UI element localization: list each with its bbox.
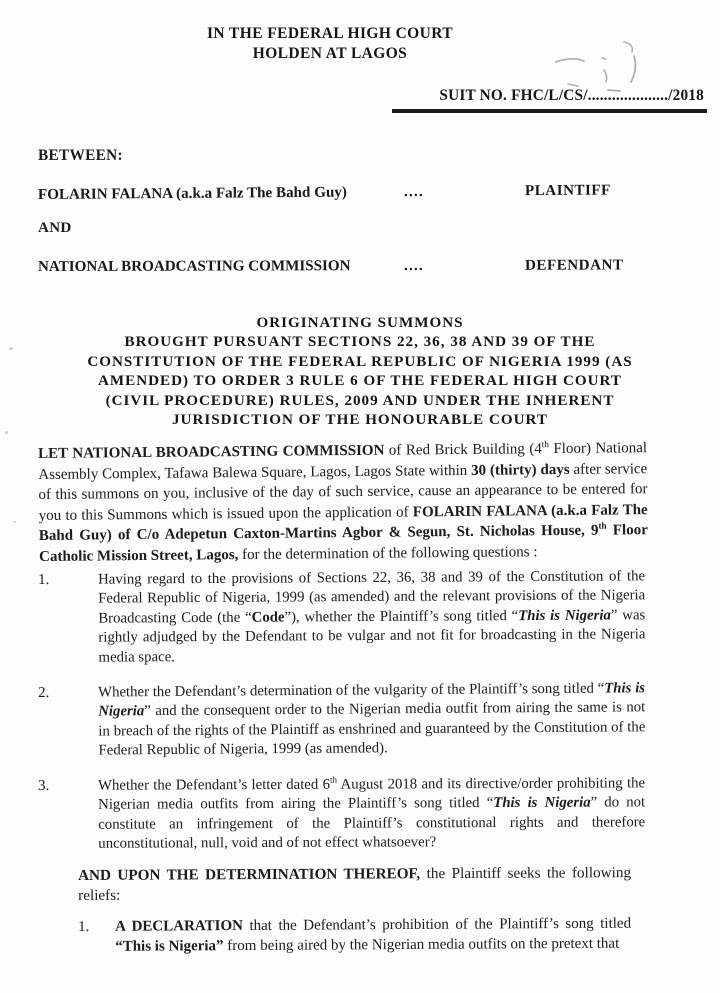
suit-number: SUIT NO. FHC/L/CS/..................../2018 [392,87,707,113]
scan-speck [13,521,16,523]
text-segment: This is Nigeria [98,680,646,720]
text-segment: Floor Catholic Mission Street, Lagos, [39,522,648,565]
relief-number: 1. [78,918,90,935]
text-segment: Having regard to the provisions of Sections 22, 36, 38 and 39 of the Constitution of the Federal Republic of Nigeria, 1999 (as amended) and the relevant provisions of the Nigeria Broadcasting Code (the “ [98,568,646,627]
court-heading-line2: HOLDEN AT LAGOS [252,45,408,62]
plaintiff-name: FOLARIN FALANA (a.k.a Falz The Bahd Guy) [37,184,347,203]
defendant-row [38,257,645,276]
question-text [98,567,646,667]
and-conjunction: AND [38,220,72,236]
text-segment: FOLARIN FALANA (a.k.a Falz The Bahd Guy) of C/o Adepetun Caxton-Martins Agbor & Segun, St. Nicholas House, 9 [38,501,648,545]
document-title-block [15,314,705,430]
scan-speck [9,347,13,350]
text-segment: 30 (thirty) days [471,461,570,479]
question-number: 3. [38,777,50,794]
text-segment: th [329,774,337,785]
text-segment: Code [251,609,285,626]
title-line: CONSTITUTION OF THE FEDERAL REPUBLIC OF NIGERIA 1999 (AS [87,353,633,370]
defendant-name: NATIONAL BROADCASTING COMMISSION [37,258,351,275]
summons-paragraph [38,438,648,567]
question-text [98,774,645,854]
text-segment: ”), whether the Plaintiff’s song titled “ [284,607,519,626]
scan-speck [5,431,8,434]
plaintiff-row [38,182,645,204]
text-segment: AND UPON THE DETERMINATION THEREOF, [78,865,421,884]
title-line: AMENDED) TO ORDER 3 RULE 6 OF THE FEDERAL HIGH COURT [98,373,622,390]
question-number: 2. [38,684,50,701]
between-label: BETWEEN: [38,147,123,164]
text-segment: “This is Nigeria” [115,938,224,956]
text-segment: LET NATIONAL BROADCASTING COMMISSION [38,442,385,462]
question-number: 1. [38,571,50,588]
question-text [98,679,646,761]
text-segment: that the Defendant’s prohibition of the Plaintiff’s song titled [242,915,632,934]
determination-paragraph [78,863,631,907]
plaintiff-role-label: PLAINTIFF [524,182,611,200]
court-heading-line1: IN THE FEDERAL HIGH COURT [206,25,454,42]
text-segment: Whether the Defendant’s determination of the vulgarity of the Plaintiff’s song titled “ [98,680,605,701]
question-item-3 [38,774,645,854]
text-segment: from being aired by the Nigerian media outfits on the pretext that [223,936,620,955]
defendant-dots: .... [403,257,424,275]
text-segment: August 2018 and its directive/order prohibiting the Nigerian media outfits from airing the Plaintiff’s song titled “ [98,775,646,814]
question-item-1 [38,567,646,668]
title-line: BROUGHT PURSUANT SECTIONS 22, 36, 38 AND 39 OF THE [124,334,596,351]
defendant-role-label: DEFENDANT [524,257,624,274]
text-segment: Whether the Defendant’s letter dated 6 [98,776,331,794]
text-segment: after service of this summons on you, inclusive of the day of such service, cause an appearance to be entered for you to this Summons which is issued upon the application of [38,460,648,524]
text-segment: A DECLARATION [115,917,244,935]
relief-text [115,914,631,958]
text-segment: for the determination of the following questions : [238,544,538,564]
title-line: JURISDICTION OF THE HONOURABLE COURT [172,412,548,429]
text-segment: th [541,439,549,450]
text-segment: Floor) National Assembly Complex, Tafawa Balewa Square, Lagos, Lagos State within [38,440,648,483]
text-segment: This is Nigeria [493,794,591,812]
text-segment: ” was rightly adjudged by the Defendant to be vulgar and not fit for broadcasting in the Nigeria media space. [98,607,646,666]
court-heading [0,24,660,64]
question-item-2 [38,679,646,761]
text-segment: ” and the consequent order to the Nigerian media outfit from airing the same is not in breach of the rights of the Plaintiff as enshrined and guaranteed by the Constitution of the Federal Republic of Nigeria, 1999 (as amended). [98,699,646,759]
text-segment: This is Nigeria [518,607,611,624]
relief-item-1 [77,914,631,958]
text-segment: ” do not constitute an infringement of the Plaintiff’s constitutional rights and therefore unconstitutional, null, void and of not effect whatsoever? [98,794,646,852]
text-segment: the Plaintiff seeks the following reliefs: [78,864,632,905]
text-segment: th [598,520,607,531]
text-segment: of Red Brick Building (4 [384,441,542,459]
title-line: (CIVIL PROCEDURE) RULES, 2009 AND UNDER THE INHERENT [105,392,615,409]
title-line: ORIGINATING SUMMONS [256,315,464,331]
plaintiff-dots: .... [403,183,424,201]
